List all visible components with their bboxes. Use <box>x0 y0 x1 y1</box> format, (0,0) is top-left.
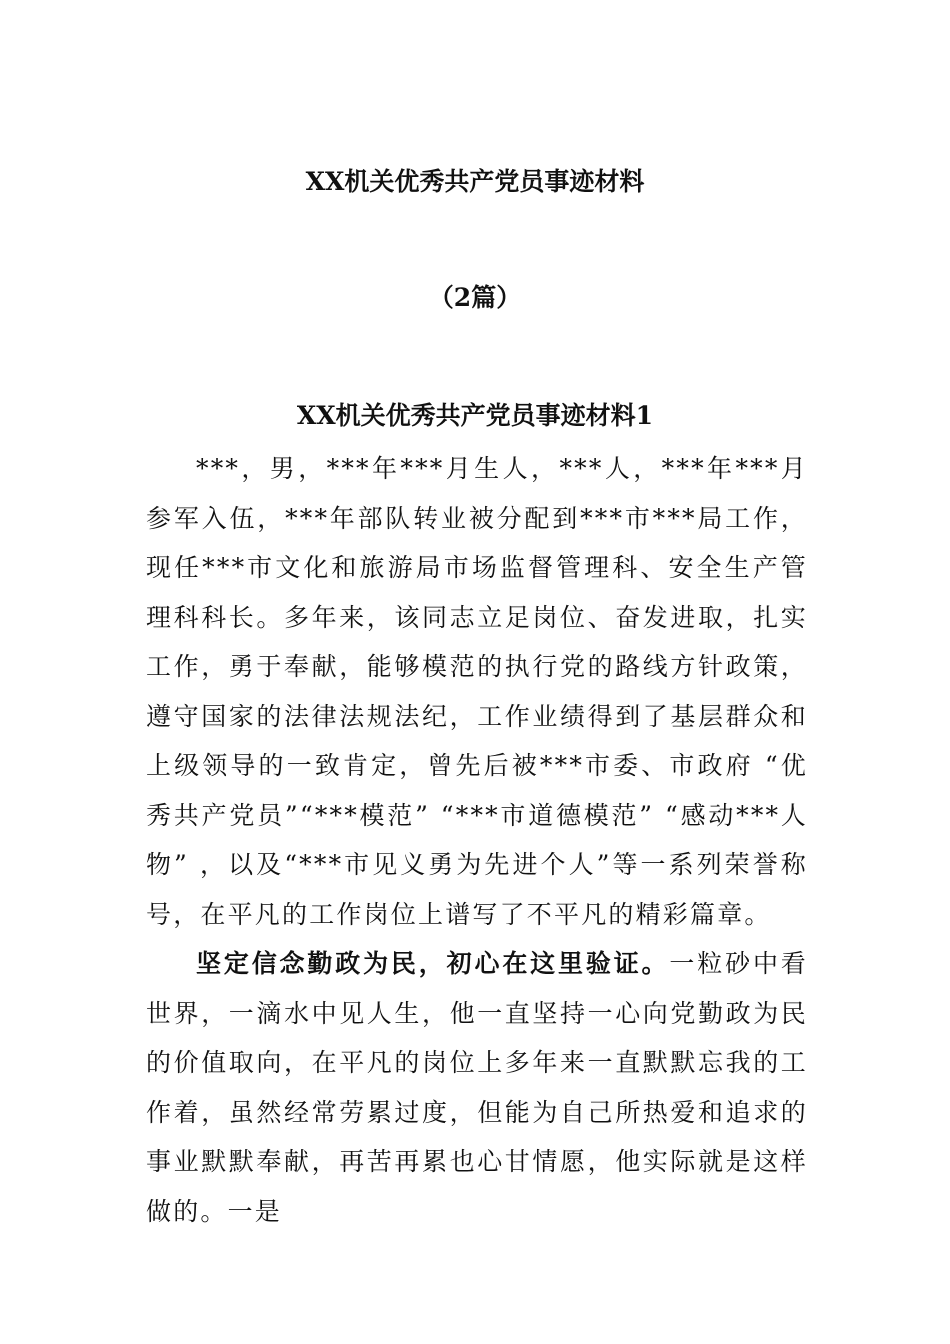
document-subtitle: （2篇） <box>428 283 522 312</box>
document-title: XX机关优秀共产党员事迹材料 <box>305 167 645 196</box>
article-title: XX机关优秀共产党员事迹材料1 <box>296 401 654 430</box>
paragraph-2 <box>146 939 808 1236</box>
article-body <box>146 444 808 1236</box>
paragraph-1-text: ***，男，***年***月生人，***人，***年***月参军入伍，***年部队转业被分配到***市***局工作，现任***市文化和旅游局市场监督管理科、安全生产管理科科长。多年来，该同志立足岗位、奋发进取，扎实工作，勇于奉献，能够模范的执行党的路线方针政策，遵守国家的法律法规法纪，工作业绩得到了基层群众和上级领导的一致肯定，曾先后被***市委、市政府 “优秀共产党员”“***模范” “***市道德模范” “感动***人物” ，以及“***市见义勇为先进个人”等一系列荣誉称号，在平凡的工作岗位上谱写了不平凡的精彩篇章。 <box>146 454 808 929</box>
paragraph-1 <box>146 444 808 939</box>
paragraph-2-text: 一粒砂中看世界，一滴水中见人生，他一直坚持一心向党勤政为民的价值取向，在平凡的岗位上多年来一直默默忘我的工作着，虽然经常劳累过度，但能为自己所热爱和追求的事业默默奉献，再苦再累也心甘情愿，他实际就是这样做的。一是 <box>146 949 808 1226</box>
paragraph-2-lead: 坚定信念勤政为民，初心在这里验证。 <box>196 949 670 978</box>
